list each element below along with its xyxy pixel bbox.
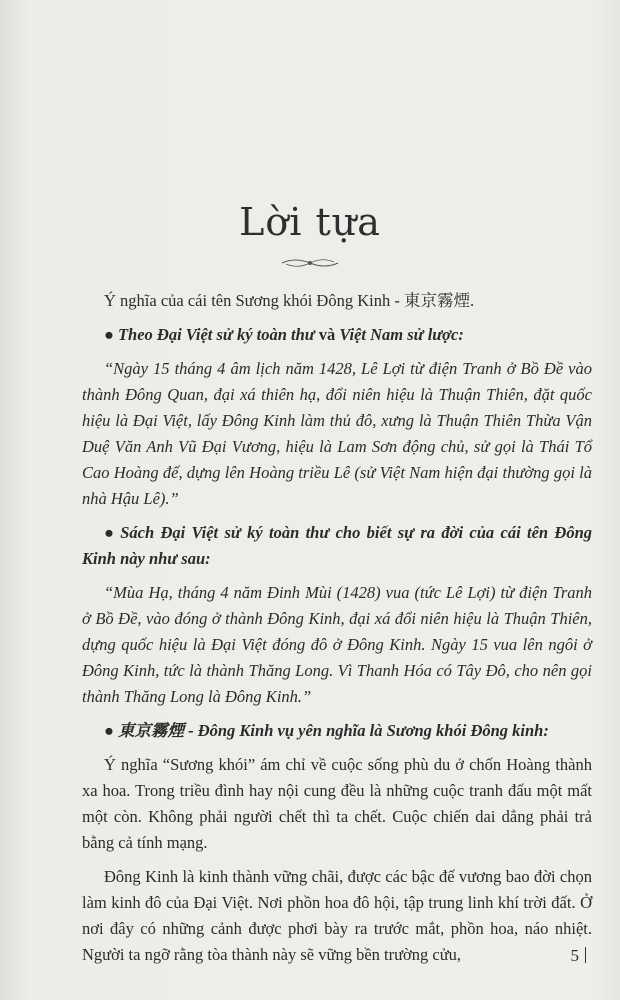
bullet-icon: ● bbox=[104, 523, 117, 542]
heading-part: 東京霧煙 - Đông Kinh vụ yên nghĩa là Sương khói Đông kinh: bbox=[117, 721, 549, 740]
section-heading-1 bbox=[82, 322, 592, 348]
bullet-icon: ● bbox=[104, 325, 114, 344]
heading-part: Theo Đại Việt sử ký toàn thư bbox=[117, 325, 315, 344]
body-text bbox=[82, 288, 592, 976]
page-number bbox=[571, 946, 587, 966]
page-number-text: 5 bbox=[570, 946, 579, 965]
section-heading-3 bbox=[82, 718, 592, 744]
bleed-through bbox=[120, 88, 580, 198]
heading-part: cho biết sự ra đời của cái tên Đông Kinh này như sau: bbox=[82, 523, 592, 568]
heading-part: Việt Nam sử lược: bbox=[339, 325, 464, 344]
section-heading-2 bbox=[82, 520, 592, 572]
page-number-rule bbox=[585, 947, 586, 963]
ornament-divider-icon bbox=[280, 255, 340, 271]
heading-part: và bbox=[314, 325, 340, 344]
body-paragraph-2: Đông Kinh là kinh thành vững chãi, được các bậc đế vương bao đời chọn làm kinh đô của Đại Việt. Nơi phồn hoa đô hội, tập trung linh khí trời đất. Ở nơi đây có những cảnh được phơi bày ra trước mắt, phồn hoa, náo nhiệt. Người ta ngỡ rằng tòa thành này sẽ vững bền trường cửu, bbox=[82, 867, 592, 964]
body-paragraph-1: Ý nghĩa “Sương khói” ám chỉ về cuộc sống phù du ở chốn Hoàng thành xa hoa. Trong triều đình hay nội cung đều là những cuộc tranh đấu một mất một còn. Không phải người chết thì ta chết. Cuộc chiến dai dẳng phải trả bằng cả tính mạng. bbox=[82, 755, 592, 852]
quote-paragraph-1: “Ngày 15 tháng 4 âm lịch năm 1428, Lê Lợi từ điện Tranh ở Bồ Đề vào thành Đông Quan, đại xá thiên hạ, đổi niên hiệu là Thuận Thiên, đặt quốc hiệu là Đại Việt, lấy Đông Kinh làm thủ đô, xưng là Thuận Thiên Thừa Vận Duệ Văn Anh Vũ Đại Vương, hiệu là Lam Sơn động chủ, sử gọi là Thái Tổ Cao Hoàng đế, dựng lên Hoàng triều Lê (sử Việt Nam hiện đại thường gọi là nhà Hậu Lê).” bbox=[82, 359, 592, 508]
quote-paragraph-2: “Mùa Hạ, tháng 4 năm Đinh Mùi (1428) vua (tức Lê Lợi) từ điện Tranh ở Bồ Đề, vào đóng ở thành Đông Kinh, đại xá đổi niên hiệu là Thuận Thiên, dựng quốc hiệu là Đại Việt đóng đô ở Đông Kinh. Ngày 15 vua lên ngôi ở Đông Kinh, tức là thành Thăng Long. Vì Thanh Hóa có Tây Đô, cho nên gọi thành Thăng Long là Đông Kinh.” bbox=[82, 583, 592, 706]
bullet-icon: ● bbox=[104, 721, 114, 740]
intro-paragraph: Ý nghĩa của cái tên Sương khói Đông Kinh - 東京霧煙. bbox=[104, 291, 475, 310]
page-title: Lời tựa bbox=[239, 200, 381, 244]
heading-part: Sách Đại Việt sử ký toàn thư bbox=[120, 523, 330, 542]
